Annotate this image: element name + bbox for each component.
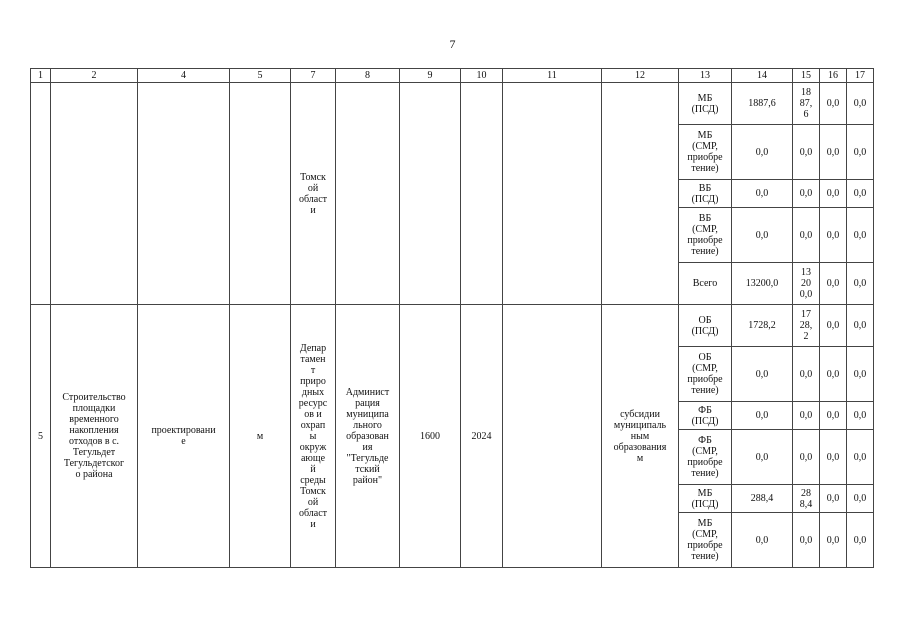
amount-year-3: 0,0: [847, 180, 874, 208]
amount-year-2: 0,0: [820, 513, 847, 568]
item-stage: проектировани е: [138, 305, 230, 568]
cont-cell-11: [503, 83, 602, 305]
amount-year-1: 0,0: [793, 125, 820, 180]
column-header: 7: [291, 69, 336, 83]
funding-source: МБ (СМР, приобре тение): [679, 125, 732, 180]
amount-year-1: 0,0: [793, 430, 820, 485]
column-header: 1: [31, 69, 51, 83]
item-name: Строительство площадки временного накопления отходов в с. Тегульдет Тегульдетског о района: [51, 305, 138, 568]
amount-year-1: 17 28, 2: [793, 305, 820, 347]
column-header: 15: [793, 69, 820, 83]
column-header: 11: [503, 69, 602, 83]
amount-year-3: 0,0: [847, 208, 874, 263]
amount-total: 0,0: [732, 430, 793, 485]
funding-source: МБ (ПСД): [679, 83, 732, 125]
item-capacity: 1600: [400, 305, 461, 568]
item-executor: Админист рация муниципа льного образован ия "Тегульде тский район": [336, 305, 400, 568]
cont-cell-form: [602, 83, 679, 305]
item-year: 2024: [461, 305, 503, 568]
amount-year-1: 18 87, 6: [793, 83, 820, 125]
column-header: 14: [732, 69, 793, 83]
amount-year-3: 0,0: [847, 83, 874, 125]
amount-year-2: 0,0: [820, 347, 847, 402]
item-number: 5: [31, 305, 51, 568]
amount-year-2: 0,0: [820, 83, 847, 125]
item-customer: Депар тамен т приро дных ресурс ов и охрап ы окруж ающе й среды Томск ой област и: [291, 305, 336, 568]
amount-total: 0,0: [732, 125, 793, 180]
cont-cell-unit: [230, 83, 291, 305]
amount-year-2: 0,0: [820, 402, 847, 430]
amount-total: 1728,2: [732, 305, 793, 347]
column-header: 13: [679, 69, 732, 83]
amount-year-1: 13 20 0,0: [793, 263, 820, 305]
amount-total: 0,0: [732, 513, 793, 568]
amount-year-1: 0,0: [793, 513, 820, 568]
item-col11: [503, 305, 602, 568]
column-header: 5: [230, 69, 291, 83]
funding-source: ВБ (ПСД): [679, 180, 732, 208]
amount-year-2: 0,0: [820, 125, 847, 180]
amount-year-3: 0,0: [847, 402, 874, 430]
table-row: [31, 305, 874, 347]
funding-source: МБ (ПСД): [679, 485, 732, 513]
funding-source: ОБ (СМР, приобре тение): [679, 347, 732, 402]
column-header: 9: [400, 69, 461, 83]
amount-year-2: 0,0: [820, 430, 847, 485]
funding-source: ФБ (СМР, приобре тение): [679, 430, 732, 485]
column-header: 12: [602, 69, 679, 83]
amount-year-3: 0,0: [847, 263, 874, 305]
cont-cell-num: [31, 83, 51, 305]
amount-year-3: 0,0: [847, 513, 874, 568]
page-number: 7: [449, 37, 456, 51]
column-header: 2: [51, 69, 138, 83]
header-row: [31, 69, 874, 83]
funding-source: МБ (СМР, приобре тение): [679, 513, 732, 568]
cont-cell-capacity: [400, 83, 461, 305]
amount-year-3: 0,0: [847, 347, 874, 402]
item-form: субсидии муниципаль ным образования м: [602, 305, 679, 568]
amount-total: 0,0: [732, 347, 793, 402]
amount-year-2: 0,0: [820, 305, 847, 347]
amount-total: 0,0: [732, 208, 793, 263]
amount-year-2: 0,0: [820, 263, 847, 305]
column-header: 17: [847, 69, 874, 83]
cont-cell-name: [51, 83, 138, 305]
amount-total: 13200,0: [732, 263, 793, 305]
item-unit: м: [230, 305, 291, 568]
column-header: 8: [336, 69, 400, 83]
amount-year-3: 0,0: [847, 125, 874, 180]
funding-source: ФБ (ПСД): [679, 402, 732, 430]
column-header: 10: [461, 69, 503, 83]
cont-customer: Томск ой област и: [291, 83, 336, 305]
program-table: [30, 68, 874, 568]
amount-year-3: 0,0: [847, 305, 874, 347]
amount-year-3: 0,0: [847, 485, 874, 513]
column-header: 4: [138, 69, 230, 83]
cont-cell-executor: [336, 83, 400, 305]
amount-total: 288,4: [732, 485, 793, 513]
amount-year-1: 0,0: [793, 402, 820, 430]
amount-year-2: 0,0: [820, 208, 847, 263]
funding-source: ОБ (ПСД): [679, 305, 732, 347]
amount-total: 1887,6: [732, 83, 793, 125]
funding-source: ВБ (СМР, приобре тение): [679, 208, 732, 263]
cont-cell-year: [461, 83, 503, 305]
column-header: 16: [820, 69, 847, 83]
table-row: [31, 83, 874, 125]
amount-year-1: 0,0: [793, 208, 820, 263]
amount-total: 0,0: [732, 180, 793, 208]
amount-year-2: 0,0: [820, 180, 847, 208]
funding-source: Всего: [679, 263, 732, 305]
amount-year-1: 0,0: [793, 180, 820, 208]
amount-year-1: 0,0: [793, 347, 820, 402]
amount-year-3: 0,0: [847, 430, 874, 485]
amount-year-1: 28 8,4: [793, 485, 820, 513]
amount-year-2: 0,0: [820, 485, 847, 513]
amount-total: 0,0: [732, 402, 793, 430]
cont-cell-stage: [138, 83, 230, 305]
